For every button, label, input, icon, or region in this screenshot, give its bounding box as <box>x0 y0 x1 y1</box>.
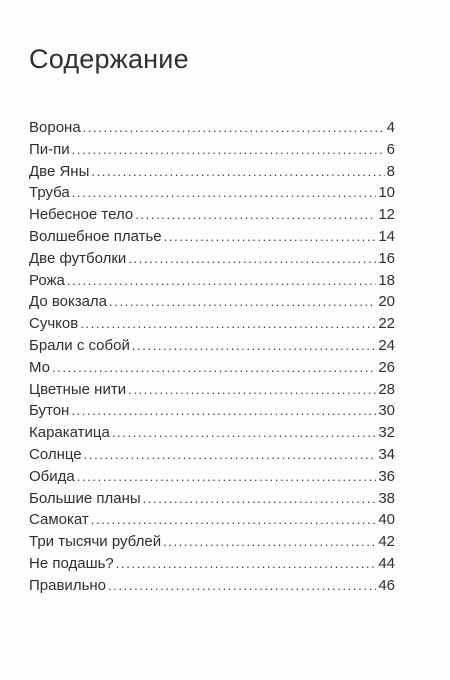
toc-dot-leader <box>71 403 376 418</box>
toc-entry <box>29 490 395 512</box>
toc-entry-page: 22 <box>378 315 395 333</box>
toc-dot-leader <box>109 294 376 309</box>
toc-entry-title: Пи-пи <box>29 140 70 158</box>
toc-entry-title: Небесное тело <box>29 206 134 224</box>
toc-entry-title: Труба <box>29 184 70 202</box>
toc-dot-leader <box>143 491 377 506</box>
toc-entry <box>29 293 395 315</box>
toc-entry <box>29 533 395 555</box>
toc-entry-page: 18 <box>378 271 395 289</box>
toc-entry-page: 16 <box>378 249 395 267</box>
toc-entry-page: 6 <box>386 140 395 158</box>
toc-entry <box>29 359 395 381</box>
toc-entry-page: 24 <box>378 336 395 354</box>
toc-entry-title: Большие планы <box>29 489 141 507</box>
toc-entry-title: Рожа <box>29 271 65 289</box>
toc-entry-title: Правильно <box>29 576 107 594</box>
toc-entry-page: 46 <box>378 576 395 594</box>
toc-entry-page: 34 <box>378 445 395 463</box>
toc-dot-leader <box>80 316 376 331</box>
toc-dot-leader <box>135 207 376 222</box>
toc-entry-title: Волшебное платье <box>29 227 162 245</box>
toc-entry <box>29 315 395 337</box>
toc-entry-title: До вокзала <box>29 293 108 311</box>
toc-entry-title: Три тысячи рублей <box>29 533 162 551</box>
toc-entry-page: 4 <box>386 119 395 136</box>
toc-entry <box>29 402 395 424</box>
toc-entry-page: 32 <box>378 424 395 442</box>
toc-entry-title: Самокат <box>29 511 89 529</box>
toc-entry <box>29 577 395 599</box>
toc-entry <box>29 555 395 577</box>
toc-dot-leader <box>112 425 376 440</box>
toc-entry <box>29 163 395 185</box>
toc-entry-page: 14 <box>378 227 395 245</box>
toc-dot-leader <box>164 229 377 244</box>
toc-entry-title: Две футболки <box>29 249 127 267</box>
toc-dot-leader <box>128 251 376 266</box>
toc-entry-page: 10 <box>378 184 395 202</box>
toc-entry-page: 26 <box>378 358 395 376</box>
toc-entry-title: Не подашь? <box>29 554 114 572</box>
toc-entry <box>29 206 395 228</box>
toc-entry <box>29 250 395 272</box>
toc-dot-leader <box>91 164 384 179</box>
toc-entry <box>29 141 395 163</box>
toc-entry-title: Бутон <box>29 402 70 420</box>
toc-entry <box>29 337 395 359</box>
toc-dot-leader <box>72 185 377 200</box>
toc-entry <box>29 446 395 468</box>
toc-entry <box>29 424 395 446</box>
toc-entry-title: Ворона <box>29 119 81 136</box>
toc-entry-title: Сучков <box>29 315 79 333</box>
toc-entry-title: Брали с собой <box>29 336 130 354</box>
toc-entry-page: 38 <box>378 489 395 507</box>
toc-entry <box>29 468 395 490</box>
toc-dot-leader <box>163 534 376 549</box>
toc-entry-page: 42 <box>378 533 395 551</box>
toc-dot-leader <box>108 578 376 593</box>
toc-entry <box>29 119 395 141</box>
toc-entry <box>29 511 395 533</box>
toc-entry-page: 40 <box>378 511 395 529</box>
toc-dot-leader <box>77 469 377 484</box>
toc-entry-title: Обида <box>29 467 75 485</box>
toc-entry-title: Мо <box>29 358 51 376</box>
toc-dot-leader <box>91 512 377 527</box>
table-of-contents <box>29 119 395 599</box>
toc-entry <box>29 184 395 206</box>
toc-entry-page: 12 <box>378 206 395 224</box>
toc-entry <box>29 228 395 250</box>
toc-entry-page: 36 <box>378 467 395 485</box>
toc-dot-leader <box>84 447 377 462</box>
toc-dot-leader <box>132 338 376 353</box>
toc-entry <box>29 272 395 294</box>
toc-entry-page: 8 <box>386 162 395 180</box>
toc-dot-leader <box>67 273 376 288</box>
toc-entry-title: Каракатица <box>29 424 110 442</box>
toc-entry-page: 30 <box>378 402 395 420</box>
toc-dot-leader <box>116 556 377 571</box>
toc-entry <box>29 381 395 403</box>
toc-entry-page: 28 <box>378 380 395 398</box>
toc-dot-leader <box>72 142 385 157</box>
toc-entry-page: 44 <box>378 554 395 572</box>
page-title: Содержание <box>29 44 189 74</box>
toc-dot-leader <box>128 382 376 397</box>
toc-dot-leader <box>52 360 376 375</box>
toc-entry-title: Цветные нити <box>29 380 127 398</box>
toc-entry-title: Солнце <box>29 445 82 463</box>
toc-entry-title: Две Яны <box>29 162 90 180</box>
toc-entry-page: 20 <box>378 293 395 311</box>
toc-dot-leader <box>83 120 385 135</box>
